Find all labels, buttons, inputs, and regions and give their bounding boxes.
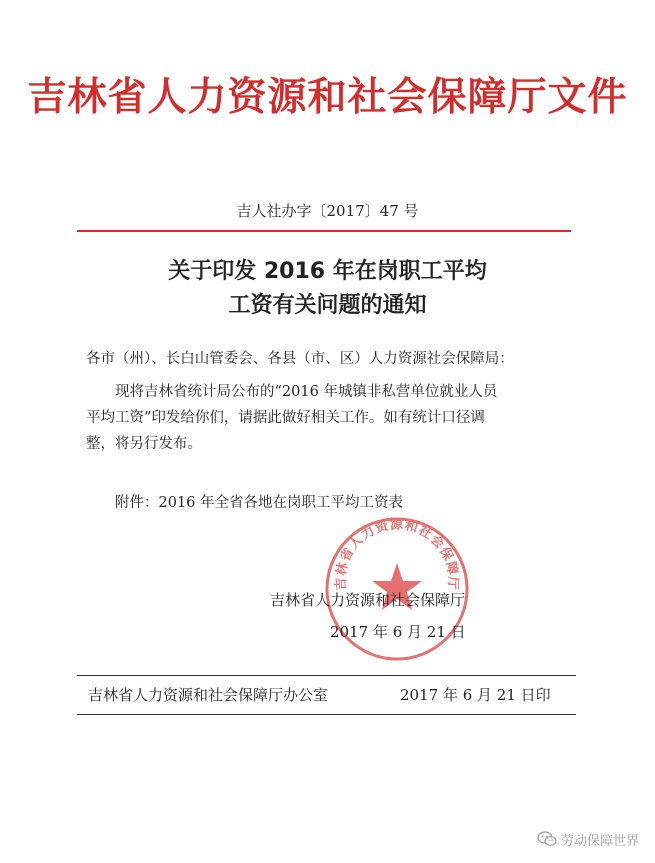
body-paragraph-line-3: 整，将另行发布。	[86, 436, 202, 452]
document-title-line-2: 工资有关问题的通知	[228, 293, 427, 318]
watermark-text: 劳动保障世界	[560, 833, 639, 849]
body-paragraph-line-2: 平均工资”印发给你们，请据此做好相关工作。如有统计口径调	[86, 410, 485, 426]
document-title-line-1: 关于印发 2016 年在岗职工平均	[168, 259, 487, 284]
seal-text: 吉林省人力资源和社会保障厅	[333, 517, 461, 591]
watermark	[537, 829, 639, 849]
document-number: 吉人社办字〔2017〕47 号	[236, 202, 419, 220]
issue-date: 2017 年 6 月 21 日	[330, 623, 466, 641]
wechat-icon	[537, 831, 557, 847]
body-paragraph-line-1: 现将吉林省统计局公布的“2016 年城镇非私营单位就业人员	[115, 384, 498, 400]
red-divider	[77, 230, 571, 232]
footer-office: 吉林省人力资源和社会保障厅办公室	[88, 686, 329, 704]
issuer-name: 吉林省人力资源和社会保障厅	[270, 591, 466, 609]
footer-print-date: 2017 年 6 月 21 日印	[400, 686, 551, 704]
recipient-line: 各市（州）、长白山管委会、各县（市、区）人力资源社会保障局：	[86, 351, 514, 367]
document-header-title: 吉林省人力资源和社会保障厅文件	[27, 75, 628, 120]
footer-rule-bottom	[77, 714, 576, 715]
attachment-line: 附件：2016 年全省各地在岗职工平均工资表	[115, 495, 404, 511]
footer-rule-top	[77, 675, 576, 676]
